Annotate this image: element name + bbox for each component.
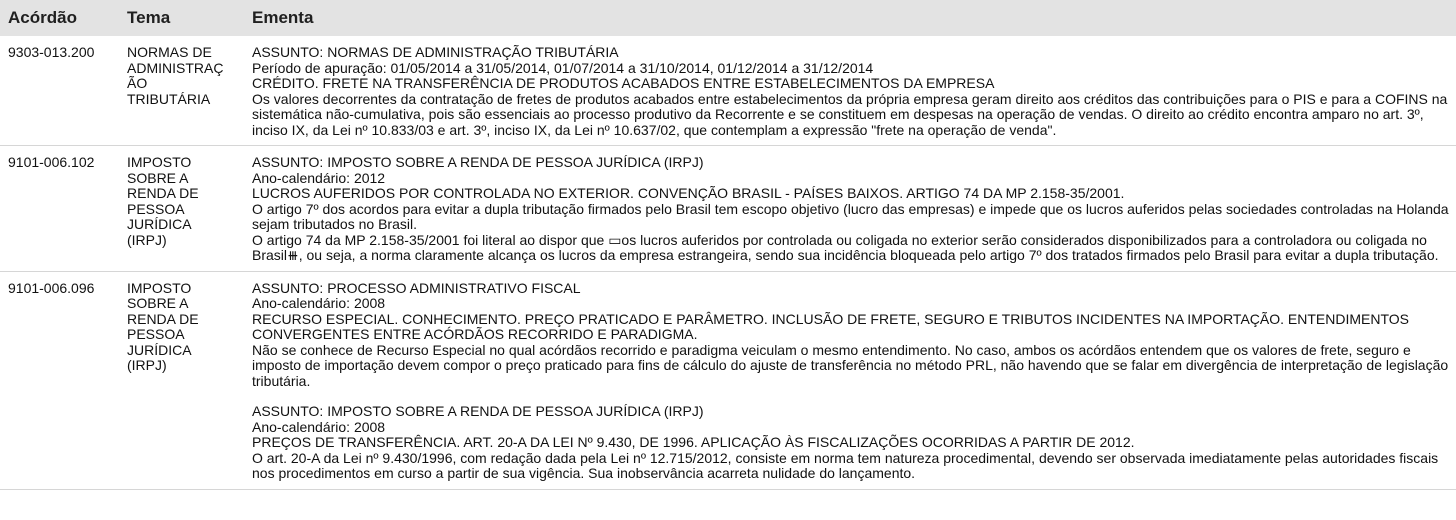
ementa-assunto: ASSUNTO: NORMAS DE ADMINISTRAÇÃO TRIBUTÁRIA	[252, 44, 619, 60]
ementa-line: CRÉDITO. FRETE NA TRANSFERÊNCIA DE PRODUTOS ACABADOS ENTRE ESTABELECIMENTOS DA EMPRESA	[252, 75, 995, 91]
ementa-cell	[244, 36, 1456, 146]
ementa-line: Os valores decorrentes da contratação de fretes de produtos acabados entre estabelecimentos da própria empresa geram direito aos créditos das contribuições para o PIS e para a COFINS na sistemática não-cumulativa, pois são essenciais ao processo produtivo da Recorrente e se constituem em despesas na operação de vendas. O direito ao crédito encontra amparo no art. 3º, inciso IX, da Lei nº 10.833/03 e art. 3º, inciso IX, da Lei nº 10.637/02, que contemplam a expressão "frete na operação de venda".	[252, 90, 1448, 138]
ementa-line: Período de apuração: 01/05/2014 a 31/05/2014, 01/07/2014 a 31/10/2014, 01/12/2014 a 31/12/2014	[252, 59, 874, 76]
tema-cell	[119, 36, 244, 146]
table-row[interactable]	[0, 36, 1456, 146]
column-header-ementa[interactable]: Ementa	[244, 0, 1456, 36]
ementa-line: Ano-calendário: 2008	[252, 418, 386, 435]
ementa-line: O artigo 7º dos acordos para evitar a dupla tributação firmados pelo Brasil tem escopo objetivo (lucro das empresas) e impede que os lucros auferidos pelas sociedades controladas na Holanda sejam tributados no Brasil.	[252, 200, 1449, 232]
acordao-number[interactable]: 9101-006.102	[0, 146, 119, 272]
acordao-number[interactable]: 9101-006.096	[0, 271, 119, 489]
ementa-assunto: ASSUNTO: PROCESSO ADMINISTRATIVO FISCAL	[252, 279, 581, 296]
tema-text: IMPOSTO SOBRE A RENDA DE PESSOA JURÍDICA (IRPJ)	[127, 279, 199, 373]
ementa-line: O artigo 74 da MP 2.158-35/2001 foi literal ao dispor que ▭os lucros auferidos por controlada ou coligada no exterior serão considerados disponibilizados para a controladora ou coligada no Brasil⧻, ou seja, a norma claramente alcança os lucros da empresa estrangeira, sendo sua incidência bloqueada pelo artigo 7º dos tratados firmados pelo Brasil para evitar a dupla tributação.	[252, 231, 1439, 263]
ementa-line: O art. 20-A da Lei nº 9.430/1996, com redação dada pela Lei nº 12.715/2012, consiste em norma tem natureza procedimental, devendo ser observada imediatamente pelas autoridades fiscais nos procedimentos em curso a partir de sua vigência. Sua inobservância acarreta nulidade do lançamento.	[252, 449, 1439, 481]
tema-cell	[119, 146, 244, 272]
ementa-cell	[244, 146, 1456, 272]
ementa-line: Ano-calendário: 2008	[252, 295, 386, 311]
ementa-block	[252, 45, 1450, 138]
ementa-assunto: ASSUNTO: IMPOSTO SOBRE A RENDA DE PESSOA JURÍDICA (IRPJ)	[252, 154, 704, 170]
acordao-number[interactable]: 9303-013.200	[0, 36, 119, 146]
ementa-line: Não se conhece de Recurso Especial no qual acórdãos recorrido e paradigma veiculam o mesmo entendimento. No caso, ambos os acórdãos entendem que os valores de frete, seguro e imposto de importação devem compor o preço praticado para fins de cálculo do ajuste de transferência no método PRL, não havendo que se falar em divergência de interpretação de legislação tributária.	[252, 341, 1449, 389]
table-row[interactable]	[0, 146, 1456, 272]
tema-cell	[119, 271, 244, 489]
ementa-block	[252, 281, 1450, 390]
ementa-block	[252, 155, 1450, 264]
ementa-line: RECURSO ESPECIAL. CONHECIMENTO. PREÇO PRATICADO E PARÂMETRO. INCLUSÃO DE FRETE, SEGURO E TRIBUTOS INCIDENTES NA IMPORTAÇÃO. ENTENDIMENTOS CONVERGENTES ENTRE ACÓRDÃOS RECORRIDO E PARADIGMA.	[252, 310, 1409, 342]
ementa-block	[252, 404, 1450, 482]
ementa-line: Ano-calendário: 2012	[252, 169, 386, 186]
tema-text: IMPOSTO SOBRE A RENDA DE PESSOA JURÍDICA (IRPJ)	[127, 154, 199, 248]
ementa-cell	[244, 271, 1456, 489]
table-header	[0, 0, 1456, 36]
ementa-assunto: ASSUNTO: IMPOSTO SOBRE A RENDA DE PESSOA JURÍDICA (IRPJ)	[252, 403, 704, 419]
table-row[interactable]	[0, 271, 1456, 489]
tema-text: NORMAS DE ADMINISTRAÇ ÃO TRIBUTÁRIA	[127, 44, 224, 107]
ementa-line: PREÇOS DE TRANSFERÊNCIA. ART. 20-A DA LEI Nº 9.430, DE 1996. APLICAÇÃO ÀS FISCALIZAÇÕES OCORRIDAS A PARTIR DE 2012.	[252, 434, 1135, 450]
table-body	[0, 36, 1456, 489]
column-header-tema[interactable]: Tema	[119, 0, 244, 36]
column-header-acordao[interactable]: Acórdão	[0, 0, 119, 36]
ementa-line: LUCROS AUFERIDOS POR CONTROLADA NO EXTERIOR. CONVENÇÃO BRASIL - PAÍSES BAIXOS. ARTIGO 74 DA MP 2.158-35/2001.	[252, 185, 1125, 201]
